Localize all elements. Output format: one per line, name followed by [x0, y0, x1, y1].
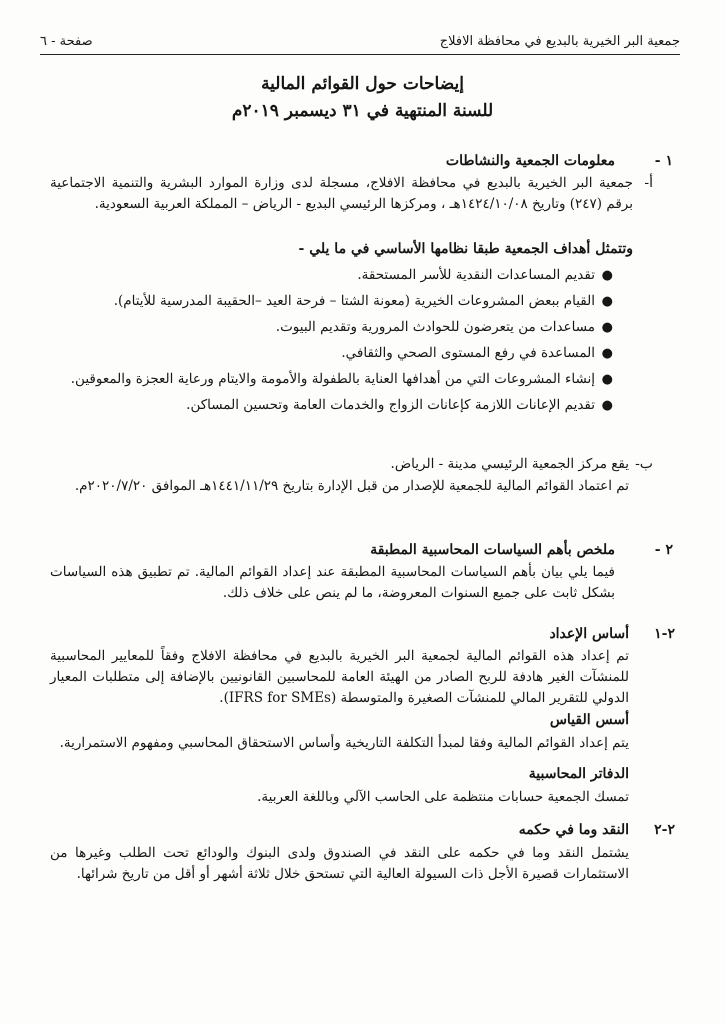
list-item: ● القيام ببعض المشروعات الخيرية (معونة الشتا – فرحة العيد –الحقيبة المدرسية للأيتام).: [50, 291, 615, 312]
document-subtitle: للسنة المنتهية في ٣١ ديسمبر ٢٠١٩م: [231, 101, 494, 121]
header-association-name: جمعية البر الخيرية بالبديع في محافظة الافلاج: [439, 34, 680, 49]
bullet-icon: ●: [601, 268, 613, 283]
measurement-text: يتم إعداد القوائم المالية وفقا لمبدأ التكلفة التاريخية وأساس الاستحقاق المحاسبي ومفهوم الاستمرارية.: [59, 735, 629, 751]
goals-heading: وتتمثل أهداف الجمعية طبقا نظامها الأساسي في ما يلي -: [298, 241, 633, 257]
section-2-heading: ملخص بأهم السياسات المحاسبية المطبقة: [370, 542, 615, 558]
section-1-b-line1: يقع مركز الجمعية الرئيسي مدينة - الرياض.: [390, 456, 629, 472]
section-1-number: ١ -: [654, 153, 673, 169]
section-1-heading: معلومات الجمعية والنشاطات: [445, 153, 615, 169]
bullet-icon: ●: [601, 294, 613, 309]
section-2-2-heading: النقد وما في حكمه: [518, 822, 629, 838]
header-page-number: صفحة - ٦: [40, 34, 93, 49]
books-heading: الدفاتر المحاسبية: [528, 766, 629, 782]
section-2-1-text: تم إعداد هذه القوائم المالية لجمعية البر الخيرية بالبديع في محافظة الافلاج وفقاً للمعايير المحاسبية للمنشآت الغير هادفة للربح الصادر من الهيئة العامة للمحاسبين القانونيين بالإضافة إلى متطلبات المعيار الدولي للتقرير المالي للمنشآت الصغيرة والمتوسطة (IFRS for SMEs).: [50, 648, 629, 706]
measurement-heading: أسس القياس: [549, 712, 629, 728]
list-item: ● تقديم الإعانات اللازمة كإعانات الزواج والخدمات العامة وتحسين المساكن.: [50, 395, 615, 416]
list-item: ● تقديم المساعدات النقدية للأسر المستحقة.: [50, 265, 615, 286]
goals-list: [50, 265, 615, 421]
document-title: إيضاحات حول القوائم المالية: [261, 74, 464, 94]
section-2-1-number: ٢-١: [654, 626, 675, 642]
bullet-icon: ●: [601, 320, 613, 335]
section-2-text: فيما يلي بيان بأهم السياسات المحاسبية المطبقة عند إعداد القوائم المالية. تم تطبيق هذه السياسات بشكل ثابت على جميع السنوات المعروضة، ما لم ينص على خلاف ذلك.: [50, 564, 615, 601]
page-header: [40, 30, 680, 55]
section-2-2-number: ٢-٢: [654, 822, 675, 838]
books-text: تمسك الجمعية حسابات منتظمة على الحاسب الآلي وباللغة العربية.: [257, 789, 629, 805]
section-1-b-marker: ب-: [635, 456, 653, 472]
section-2-1-heading: أساس الإعداد: [549, 626, 629, 642]
list-item: ● إنشاء المشروعات التي من أهدافها العناية بالطفولة والأمومة والايتام ورعاية العجزة والمعوقين.: [50, 369, 615, 390]
section-2-number: ٢ -: [654, 542, 673, 558]
section-2-2-text: يشتمل النقد وما في حكمه على النقد في الصندوق ولدى البنوك والودائع تحت الطلب وغيرها من الاستثمارات قصيرة الأجل ذات السيولة العالية التي تستحق خلال ثلاثة أشهر أو أقل من تاريخ شرائها.: [50, 845, 629, 882]
section-1-b-line2: تم اعتماد القوائم المالية للجمعية للإصدار من قبل الإدارة بتاريخ ١٤٤١/١١/٢٩هـ الموافق ٢٠٢٠/٧/٢٠م.: [74, 478, 629, 494]
section-1-a-text: جمعية البر الخيرية بالبديع في محافظة الافلاج، مسجلة لدى وزارة الموارد البشرية والتنمية الاجتماعية برقم (٢٤٧) وتاريخ ١٤٢٤/١٠/٠٨هـ ، ومركزها الرئيسي البديع - الرياض – المملكة العربية السعودية.: [50, 175, 633, 212]
bullet-icon: ●: [601, 346, 613, 361]
list-item: ● المساعدة في رفع المستوى الصحي والثقافي.: [50, 343, 615, 364]
list-item: ● مساعدات من يتعرضون للحوادث المرورية وتقديم البيوت.: [50, 317, 615, 338]
bullet-icon: ●: [601, 398, 613, 413]
section-1-a-marker: أ-: [644, 175, 653, 191]
bullet-icon: ●: [601, 372, 613, 387]
